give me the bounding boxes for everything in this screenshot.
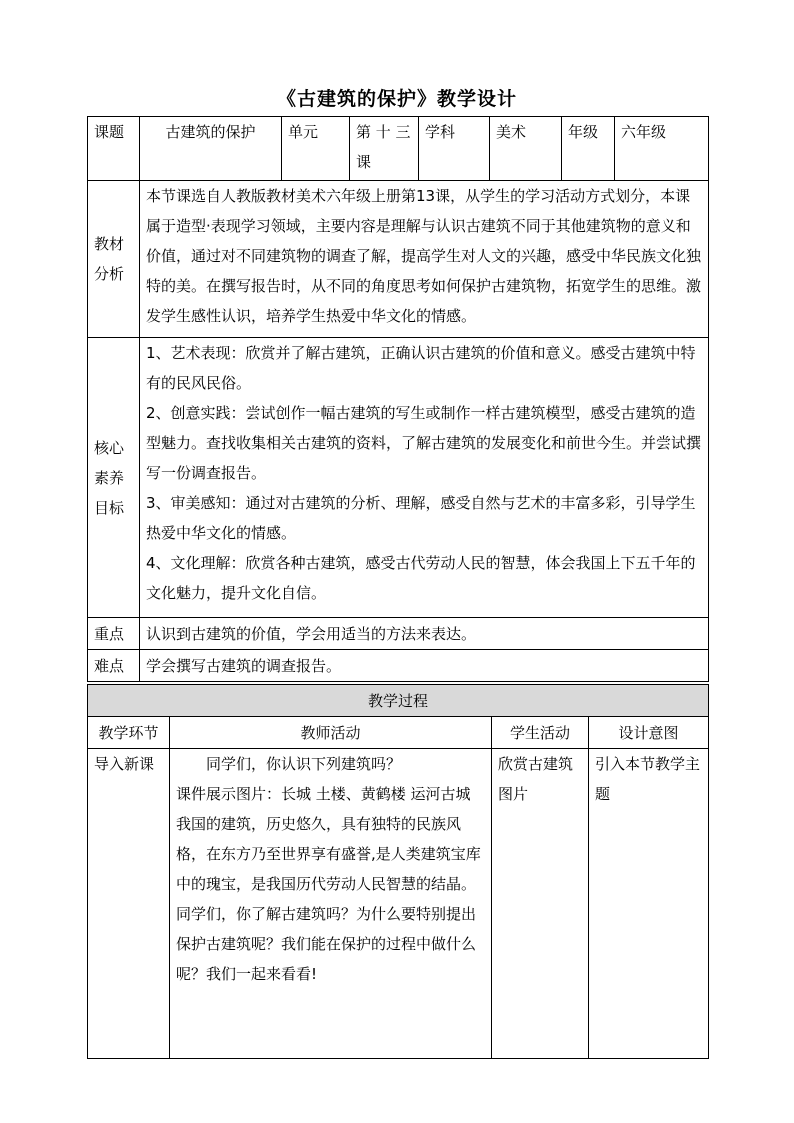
difficulty-text: 学会撰写古建筑的调查报告。 <box>140 650 709 682</box>
process-row <box>88 749 709 1059</box>
analysis-text: 本节课选自人教版教材美术六年级上册第13课，从学生的学习活动方式划分，本课属于造型·表现学习领域，主要内容是理解与认识古建筑不同于其他建筑物的意义和价值，通过对不同建筑物的调查了解，提高学生对人文的兴趣，感受中华民族文化独特的美。在撰写报告时，从不同的角度思考如何保护古建筑物，拓宽学生的思维。激发学生感性认识，培养学生热爱中华文化的情感。 <box>140 181 709 338</box>
unit-value: 第 十 三 课 <box>350 117 419 181</box>
goal-item: 3、审美感知：通过对古建筑的分析、理解，感受自然与艺术的丰富多彩，引导学生热爱中华文化的情感。 <box>146 494 696 542</box>
teacher-activity-line: 我国的建筑，历史悠久，具有独特的民族风格，在东方乃至世界享有盛誉,是人类建筑宝库中的瑰宝，是我国历代劳动人民智慧的结晶。 <box>176 815 481 893</box>
course-row <box>88 117 709 181</box>
goals-list <box>140 338 709 618</box>
teacher-activity-cell <box>170 749 492 1059</box>
analysis-row <box>88 181 709 338</box>
student-activity-cell: 欣赏古建筑图片 <box>492 749 589 1059</box>
grade-label: 年级 <box>562 117 615 181</box>
process-header-row <box>88 717 709 749</box>
teacher-activity-line: 同学们，你认识下列建筑吗？ <box>206 755 402 773</box>
key-point-text: 认识到古建筑的价值，学会用适当的方法来表达。 <box>140 618 709 650</box>
process-heading: 教学过程 <box>88 685 709 717</box>
goals-row <box>88 338 709 618</box>
stage-cell: 导入新课 <box>88 749 170 1059</box>
unit-label: 单元 <box>282 117 350 181</box>
key-point-label: 重点 <box>88 618 140 650</box>
key-point-row <box>88 618 709 650</box>
design-intent-cell: 引入本节教学主题 <box>589 749 709 1059</box>
difficulty-row <box>88 650 709 682</box>
column-header: 教师活动 <box>170 717 492 749</box>
teacher-activity-line: 同学们，你了解古建筑吗？为什么要特别提出保护古建筑呢？我们能在保护的过程中做什么呢？我们一起来看看! <box>176 905 477 983</box>
goal-item: 1、艺术表现：欣赏并了解古建筑，正确认识古建筑的价值和意义。感受古建筑中特有的民风民俗。 <box>146 344 696 392</box>
subject-value: 美术 <box>490 117 562 181</box>
goal-item: 2、创意实践：尝试创作一幅古建筑的写生或制作一样古建筑模型，感受古建筑的造型魅力。查找收集相关古建筑的资料，了解古建筑的发展变化和前世今生。并尝试撰写一份调查报告。 <box>146 404 702 482</box>
analysis-label: 教材分析 <box>88 181 140 338</box>
course-value: 古建筑的保护 <box>140 117 282 181</box>
grade-value: 六年级 <box>615 117 709 181</box>
difficulty-label: 难点 <box>88 650 140 682</box>
column-header: 教学环节 <box>88 717 170 749</box>
subject-label: 学科 <box>419 117 490 181</box>
column-header: 学生活动 <box>492 717 589 749</box>
goal-item: 4、文化理解：欣赏各种古建筑，感受古代劳动人民的智慧，体会我国上下五千年的文化魅力，提升文化自信。 <box>146 554 696 602</box>
column-header: 设计意图 <box>589 717 709 749</box>
teacher-activity-line: 课件展示图片：长城 土楼、黄鹤楼 运河古城 <box>176 785 471 803</box>
lesson-info-table <box>87 116 709 682</box>
course-label: 课题 <box>88 117 140 181</box>
goals-label: 核心素养目标 <box>88 338 140 618</box>
teaching-process-table <box>87 684 709 1059</box>
process-heading-row <box>88 685 709 717</box>
document-title: 《古建筑的保护》教学设计 <box>276 88 517 110</box>
